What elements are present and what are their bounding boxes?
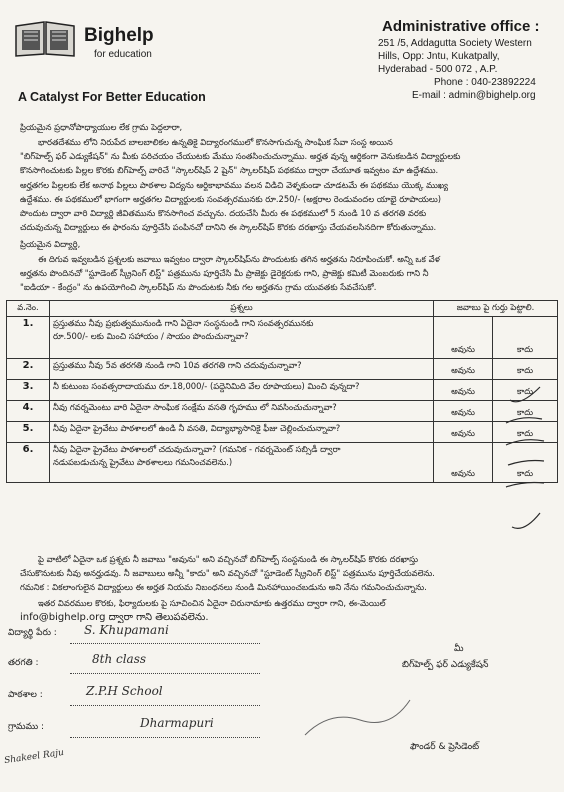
table-header-row bbox=[7, 301, 558, 317]
book-logo-icon bbox=[14, 18, 76, 58]
village-line bbox=[70, 736, 260, 738]
signoff-org: బిగ్‌హెల్ప్ ఫర్ ఎడ్యుకేషన్ bbox=[402, 660, 489, 670]
brand-name: Bighelp bbox=[84, 25, 154, 46]
paragraph-line: అర్హతను పొందినచో "స్టూడెంట్ స్క్రీనింగ్ లిస్ట్" పత్రమును పూర్తిచేసి మీ ప్రాజెక్టు డైరెక్టరుకు గాని, ప్రాజెక్టు కమిటీ మెంబరుకు గాని నీ bbox=[20, 268, 429, 278]
yes-option[interactable]: అవును bbox=[434, 401, 493, 422]
row-number: 5. bbox=[7, 422, 50, 443]
margin-handwritten-note: Shakeel Raju bbox=[3, 747, 65, 767]
checkmark-icon bbox=[512, 513, 540, 528]
table-row bbox=[7, 422, 558, 443]
contact-email-line: info@bighelp.org ద్వారా గాని తెలుపవలెను. bbox=[20, 612, 209, 623]
paragraph-line: గమనిక : వికలాంగులైన విద్యార్థులు ఈ అర్హత నియమ నిబంధనలు నుండి మినహాయించబడును అని నేను గమనించుచున్నాను. bbox=[20, 582, 427, 592]
no-option-checked[interactable]: కాదు bbox=[493, 401, 558, 422]
signoff-title: ఫౌండర్ & ప్రెసిడెంట్ bbox=[410, 742, 480, 752]
checkmark-icon bbox=[508, 461, 544, 466]
salutation: ప్రియమైన ప్రధానోపాధ్యాయుల లేక గ్రామ పెద్దలారా, bbox=[20, 122, 183, 132]
table-row bbox=[7, 401, 558, 422]
checkmark-icon bbox=[510, 387, 540, 402]
paragraph-line: అర్హతగల పిల్లలకు లేక అనాథ పిల్లలు పాఠశాల విద్యను ఆర్థికాభావము వలన విడిచి వెళ్ళకుండా చూడటమే ఈ పథకము యొక్క ముఖ్య bbox=[20, 180, 448, 190]
village-label: గ్రామము : bbox=[8, 722, 45, 732]
row-number: 1. bbox=[7, 317, 50, 359]
question-text: ప్రస్తుతము నీవు 5వ తరగతి నుండి గాని 10వ తరగతి గాని చదువుచున్నావా? bbox=[50, 359, 434, 380]
office-phone: Phone : 040-23892224 bbox=[434, 77, 536, 88]
brand-subtitle: for education bbox=[94, 49, 152, 60]
table-row bbox=[7, 359, 558, 380]
signature-scribble bbox=[300, 690, 420, 750]
yes-option[interactable]: అవును bbox=[434, 422, 493, 443]
class-label: తరగతి : bbox=[8, 658, 39, 668]
paragraph-line: పై వాటిలో ఏదైనా ఒక ప్రశ్నకు నీ జవాబు "అవును" అని వచ్చినచో బిగ్‌హెల్ప్ సంస్థనుండి ఈ స్కాలర్‌షిప్ కొరకు దరఖాస్తు bbox=[38, 554, 419, 564]
checkmark-icon bbox=[506, 418, 542, 423]
checkmark-icon bbox=[506, 483, 544, 488]
table-row bbox=[7, 380, 558, 401]
class-value[interactable]: 8th class bbox=[92, 652, 147, 666]
question-text: నీవు ఏదైనా ప్రైవేటు పాఠశాలలో చదువుచున్నావా? (గమనిక - గవర్నమెంట్ సబ్సిడీ ద్వారా నడుపబడుచున్న ప్రైవేటు పాఠశాలలు గమనించవలెను.) bbox=[50, 443, 434, 483]
row-number: 4. bbox=[7, 401, 50, 422]
row-number: 2. bbox=[7, 359, 50, 380]
col-header-answer: జవాబు పై గుర్తు పెట్టాలి. bbox=[434, 301, 558, 317]
no-option-checked[interactable]: కాదు bbox=[493, 380, 558, 401]
office-address-line: Hills, Opp: Jntu, Kukatpally, bbox=[378, 51, 500, 62]
school-value[interactable]: Z.P.H School bbox=[86, 684, 163, 698]
salutation-student: ప్రియమైన విద్యార్థి, bbox=[20, 239, 81, 249]
paragraph-line: "బిగ్‌హెల్ప్ ఫర్ ఎడ్యుకేషన్" ను మీకు పరిచయం చేయుటకు మేము సంతసించుచున్నాము. అర్హత వున్న ఆర్థికంగా వెనుకబడిన విద్యార్థులకు bbox=[20, 151, 461, 161]
student-name-value[interactable]: S. Khupamani bbox=[84, 623, 169, 637]
paragraph-line: కొనసాగించుటకు పిల్లల కొరకు బిగ్‌హెల్ప్ వారిచే "స్కాలర్‌షిప్ 2 షైన్" స్కాలర్‌షిప్ పథకము ద్వారా చేయూత ఇవ్వటం మా ఉద్దేశము. bbox=[20, 165, 439, 175]
table-row bbox=[7, 443, 558, 483]
paragraph-line: పొందుట ద్వారా వారి విద్యార్థి జీవితమును కొనసాగించ వచ్చును. దయచేసి మీరు ఈ పథకములో 5 నుండి 10 వ తరగతి వరకు bbox=[20, 208, 427, 218]
checkmark-icons bbox=[500, 385, 550, 555]
question-text: నీ కుటుంబ సంవత్సరాదాయము రూ.18,000/- (పద్దెనిమిది వేల రూపాయలు) మించి వున్నదా? bbox=[50, 380, 434, 401]
paragraph-line: చదువుచున్న విద్యార్థులు ఈ ఫారంను పూర్తిచేసి పంపినచో దానిని ఈ స్కాలర్‌షిప్ కొరకు దరఖాస్తు చేయవలసినదిగా కోరుతున్నాము. bbox=[20, 222, 437, 232]
tagline: A Catalyst For Better Education bbox=[18, 90, 206, 104]
paragraph-line: ఈ దిగువ ఇవ్వబడిన ప్రశ్నలకు జవాబు ఇవ్వటం ద్వారా స్కాలర్‌షిప్‌ను పొందుటకు తగిన అర్హతను నిరూపించుకో. అన్ని ఒక వేళ bbox=[38, 254, 440, 264]
student-name-line bbox=[70, 642, 260, 644]
paragraph-line: ఉద్దేశము. ఈ పథకములో భాగంగా అర్హతగల విద్యార్థులకు సంవత్సరమునకు రూ.250/- (అక్షరాల రెండువందల యాభై రూపాయలు) bbox=[20, 194, 442, 204]
yes-option[interactable]: అవును bbox=[434, 317, 493, 359]
no-option-checked[interactable]: కాదు bbox=[493, 359, 558, 380]
office-title: Administrative office : bbox=[382, 18, 540, 35]
yes-option[interactable]: అవును bbox=[434, 443, 493, 483]
question-text: నీవు ఏదైనా ప్రైవేటు పాఠశాలలో ఉండి నీ వసతి, విద్యాభ్యాసానికై ఫీజు చెల్లించుచున్నావా? bbox=[50, 422, 434, 443]
no-option-checked[interactable]: కాదు bbox=[493, 317, 558, 359]
col-header-question: ప్రశ్నలు bbox=[50, 301, 434, 317]
paragraph-line: "ఐడియా - కేంద్రం" ను ఉపయోగించి స్కాలర్‌షిప్ ను పొందుటకు నీకు గల అర్హతను గ్రామ యువతకు సేవచేసుకో. bbox=[20, 282, 377, 292]
office-email: E-mail : admin@bighelp.org bbox=[412, 90, 536, 101]
col-header-number: వ.నెం. bbox=[7, 301, 50, 317]
checkmark-icon bbox=[506, 440, 544, 445]
class-line bbox=[70, 672, 260, 674]
signoff-yours: మీ bbox=[454, 644, 464, 654]
no-option-checked[interactable]: కాదు bbox=[493, 443, 558, 483]
school-label: పాఠశాల : bbox=[8, 690, 43, 700]
village-value[interactable]: Dharmapuri bbox=[140, 716, 214, 730]
question-text: నీవు గవర్నమెంటు వారి ఏదైనా సాంఘిక సంక్షేమ వసతి గృహము లో నివసించుచున్నావా? bbox=[50, 401, 434, 422]
paragraph-line: భారతదేశము లోని నిరుపేద బాలబాలికల ఉన్నతికై విద్యారంగములో కొనసాగుచున్న సాంఘిక సేవా సంస్థ అయిన bbox=[38, 137, 393, 147]
yes-option[interactable]: అవును bbox=[434, 380, 493, 401]
office-address-line: 251 /5, Addagutta Society Western bbox=[378, 38, 532, 49]
table-row bbox=[7, 317, 558, 359]
yes-option[interactable]: అవును bbox=[434, 359, 493, 380]
row-number: 6. bbox=[7, 443, 50, 483]
student-name-label: విద్యార్థి పేరు : bbox=[8, 628, 57, 638]
office-address-line: Hyderabad - 500 072 , A.P. bbox=[378, 64, 498, 75]
question-text: ప్రస్తుతము నీవు ప్రభుత్వమునుండి గాని ఏదైనా సంస్థనుండి గాని సంవత్సరమునకు రూ.500/- లకు మించి సహాయం / సాయం పొందుచున్నావా? bbox=[50, 317, 434, 359]
school-line bbox=[70, 704, 260, 706]
eligibility-table bbox=[6, 300, 558, 483]
row-number: 3. bbox=[7, 380, 50, 401]
paragraph-line: ఇతర వివరముల కొరకు, ఫిర్యాదులకు పై సూచించిన ఏదైనా చిరునామాకు ఉత్తరము ద్వారా గాని, ఈ-మెయిల్ bbox=[38, 598, 386, 608]
paragraph-line: చేసుకొనుటకు నీవు అనర్హుడవు. నీ జవాబులు అన్నీ "కాదు" అని వచ్చినచో "స్టూడెంట్ స్క్రీనింగ్ లిస్ట్" పత్రమును పూర్తిచేయవలెను. bbox=[20, 568, 435, 578]
no-option-checked[interactable]: కాదు bbox=[493, 422, 558, 443]
